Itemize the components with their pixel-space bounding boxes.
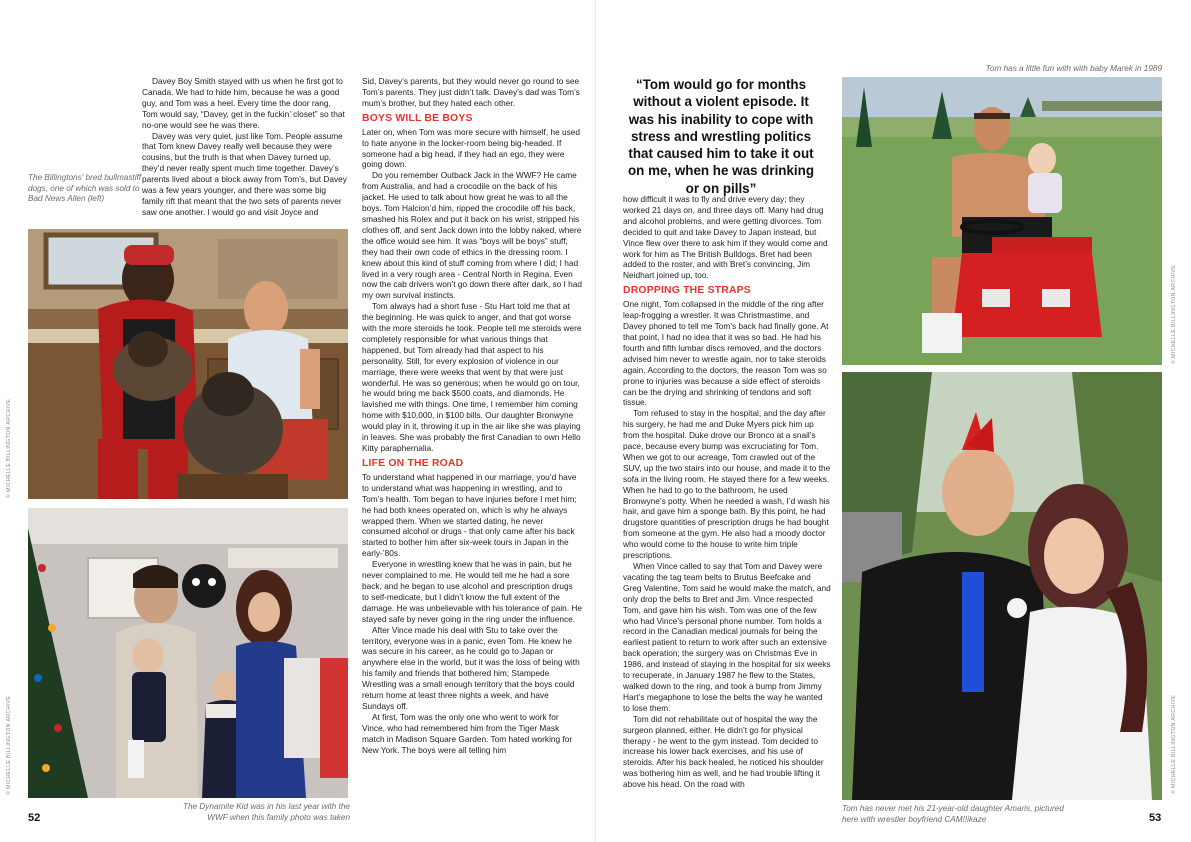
- column-1-paragraph: Davey Boy Smith stayed with us when he first got to Canada. We had to hide him, because he was a good guy, and Tom was a heel. Every time the door rang, Tom would say, “Davey, get in the fuckin’ closet” so that no-one would see he was there.: [142, 76, 345, 130]
- column-3-intro: how difficult it was to fly and drive every day; they worked 21 days on, and three days off. Many had drug and alcohol problems, and were getting divorces. Tom decided to quit and take Davey to Japan instead, but Vince flew over there to ask him if they would come and work for him as The British Bulldogs. Bret had been added to the roster, and with Bret’s convincing, Jim Neidhart joined up, too.: [623, 194, 828, 281]
- caption-baby: Tom has a little fun with with baby Marek in 1989: [985, 64, 1162, 73]
- photo-family-image: [28, 508, 348, 798]
- column-2-paragraph: To understand what happened in our marriage, you’d have to understand what was happening in wrestling, and to Tom’s health. Tom began to have injuries before I met him; he had both knees operated on, which is why he always wrapped them. When we started dating, he never consumed alcohol or drugs - that only came after his back started to bother him after six-week tours in Japan in the early-’80s.: [362, 471, 577, 559]
- column-3-paragraph: One night, Tom collapsed in the middle of the ring after leap-frogging a wrestler. It was Christmastime, and Davey phoned to tell me Tom’s back had finally gone. At that point, I had no idea that it was so bad. He had his fourth and fifth lumbar discs removed, and the doctors advised him never to wrestle again, nor to take steroids again. According to the doctors, the reason Tom was so prone to injuries was because a side effect of steroids can be the drying and shrinking of tendons and soft tissue.: [623, 299, 829, 408]
- column-2: [362, 76, 582, 811]
- photo-credit: © MICHELLE BILLINGTON ARCHIVE: [1171, 694, 1177, 794]
- column-1-paragraph: Davey was very quiet, just like Tom. People assume that Tom knew Davey really well because they were cousins, but the truth is that when Davey turned up, they’d never really spent much time together. Davey’s parents lived about a block away from Tom’s, but Davey was a few years younger, and there was some big family rift that meant that the two sets of parents never saw one another. I would go and visit Joyce and: [142, 130, 347, 217]
- column-2-paragraph: Everyone in wrestling knew that he was in pain, but he never complained to me. He would tell me he had a sore back, and he began to use alcohol and prescription drugs to self-medicate, but I didn’t know the full extent of the damage. He was unbelievable with his tolerance of pain. He stayed safe by never going in the ring under the influence.: [362, 559, 582, 624]
- column-2-paragraph: Tom always had a short fuse - Stu Hart told me that at the beginning. He was quick to anger, and that got worse with the more steroids he took. People tell me steroids were completely responsible for what various things that happened, but Tom already had that aspect to his personality. Still, for every explosion of violence in our marriage, there were weeks that went by that were just wonderful. He was so generous; when he would go on tour, he would bring me back $500 coats, and diamonds. He lavished me with things. One time, I remember him coming home with $10,000, in $100 bills. Our daughter Bronwyne would play in it, throwing it up in the air like she was playing in leaves. She was probably the first Canadian to own Hello Kitty paraphernalia.: [362, 301, 582, 453]
- column-2-paragraph: After Vince made his deal with Stu to take over the territory, everyone was in a panic, even Tom. He knew he was secure in his career, as he could go to Japan or anywhere else in the world, but it was the loss of being with his family and friends that bothered him; Stampede Wrestling was a small enough territory that the boys could return home at least three nights a week, and have Sundays off.: [362, 624, 580, 711]
- column-3-paragraph: When Vince called to say that Tom and Davey were vacating the tag team belts to Brutus Beefcake and Greg Valentine, Tom said he would make the match, and only drop the belts to Bret and Jim. Vince respected Tom, and gave him his wish. Tom was one of the few who had Vince’s personal phone number. Tom holds a record in the Canadian medical journals for being the earliest patient to return to work after such an extensive back operation; the surgery was on Christmas Eve in 1986, and instead of staying in the hospital for six weeks to recuperate, in January 1987 he flew to the States, walked down to the ring, and took a bump from Jimmy Hart’s megaphone to lose the belts the way he wanted to lose them.: [623, 561, 831, 713]
- page-number-right: 53: [1149, 812, 1162, 824]
- caption-family: The Dynamite Kid was in his last year with the WWF when this family photo was taken: [182, 802, 350, 822]
- column-2-paragraph: Later on, when Tom was more secure with himself, he used to hate anyone in the locker-room being big-headed. If someone had a big head, if they had an ego, they were going down.: [362, 126, 580, 170]
- caption-daughter: Tom has never met his 21-year-old daughter Amaris, pictured here with wrestler boyfriend CAM!!ikaze: [842, 804, 1064, 824]
- heading-boys-will-be-boys: BOYS WILL BE BOYS: [362, 112, 473, 124]
- column-3-paragraph: Tom did not rehabilitate out of hospital the way the surgeon planned, either. He didn’t go for physical therapy - he went to the gym instead. Tom decided to increase his lower back exercises, and his use of steroids. After his back healed, he noticed his shoulder was bothering him as well, and he had trouble lifting it above his head. On the road with: [623, 713, 824, 790]
- column-2-intro: Sid, Davey’s parents, but they would never go round to see Tom’s parents. They just didn’t talk. Davey’s dad was Tom’s mum’s brother, but they hated each other.: [362, 76, 580, 108]
- column-2-paragraph: At first, Tom was the only one who went to work for Vince, who had remembered him from the Tiger Mask match in Madison Square Garden. Tom hated working for New York. The boys were all telling him: [362, 711, 573, 755]
- photo-bulldogs: [28, 229, 348, 499]
- photo-credit: © MICHELLE BILLINGTON ARCHIVE: [1171, 264, 1177, 364]
- photo-couple: [842, 372, 1162, 800]
- pull-quote: “Tom would go for months without a violent episode. It was his inability to cope with stress and wrestling politics that caused him to take it out on me, when he was drinking or on pills”: [627, 77, 814, 196]
- photo-lawnmower: [842, 77, 1162, 365]
- column-3: [623, 194, 831, 802]
- column-2-paragraph: Do you remember Outback Jack in the WWF? He came from Australia, and had a crocodile on the back of his jacket. He used to talk about how great he was to all the boys. Tom Halcion’d him, ripped the crocodile off his back, smashed his Rolex and put it back on his wrist, stripped his clothes off, and sent Jack down into the lobby naked, where the office would see him. It was “boys will be boys” stuff; they had their own code of ethics in the dressing room. I knew about this kind of stuff coming from where I did; I had lived in a very rough area - Central North in Regina. Even now the cab drivers won’t go down there after dark, so I had my own survival instincts.: [362, 170, 582, 301]
- page-number-left: 52: [28, 812, 41, 824]
- heading-life-on-the-road: LIFE ON THE ROAD: [362, 457, 464, 469]
- left-page: [0, 0, 595, 842]
- caption-bulldogs: The Billingtons' bred bullmastiff dogs, one of which was sold to Bad News Allen (left): [28, 173, 142, 203]
- photo-family: [28, 508, 348, 798]
- column-1: [142, 76, 347, 224]
- photo-credit: © MICHELLE BILLINGTON ARCHIVE: [6, 695, 12, 795]
- photo-bulldogs-image: [28, 229, 348, 499]
- right-page: [596, 0, 1191, 842]
- photo-couple-image: [842, 372, 1162, 800]
- photo-lawnmower-image: [842, 77, 1162, 365]
- column-3-paragraph: Tom refused to stay in the hospital, and the day after his surgery, he had me and Duke Myers pick him up from the hospital. Duke drove our Bronco at a snail’s pace, because every bump was excruciating for Tom. When we got to our acreage, Tom crawled out of the SUV, up the two stairs into our house, and made it to the sofa in the living room. He stayed there for a few weeks. When he had to go to the bathroom, he used Bronwyne’s potty. When he needed a wash, I’d wash his hair, and gave him a sponge bath. By this point, he had drugstore quantities of prescription drugs he had bought from someone at the gym. He also had a moody doctor who would come to the house to write him triple prescriptions.: [623, 408, 831, 561]
- heading-dropping-the-straps: DROPPING THE STRAPS: [623, 285, 751, 297]
- photo-credit: © MICHELLE BILLINGTON ARCHIVE: [6, 398, 12, 498]
